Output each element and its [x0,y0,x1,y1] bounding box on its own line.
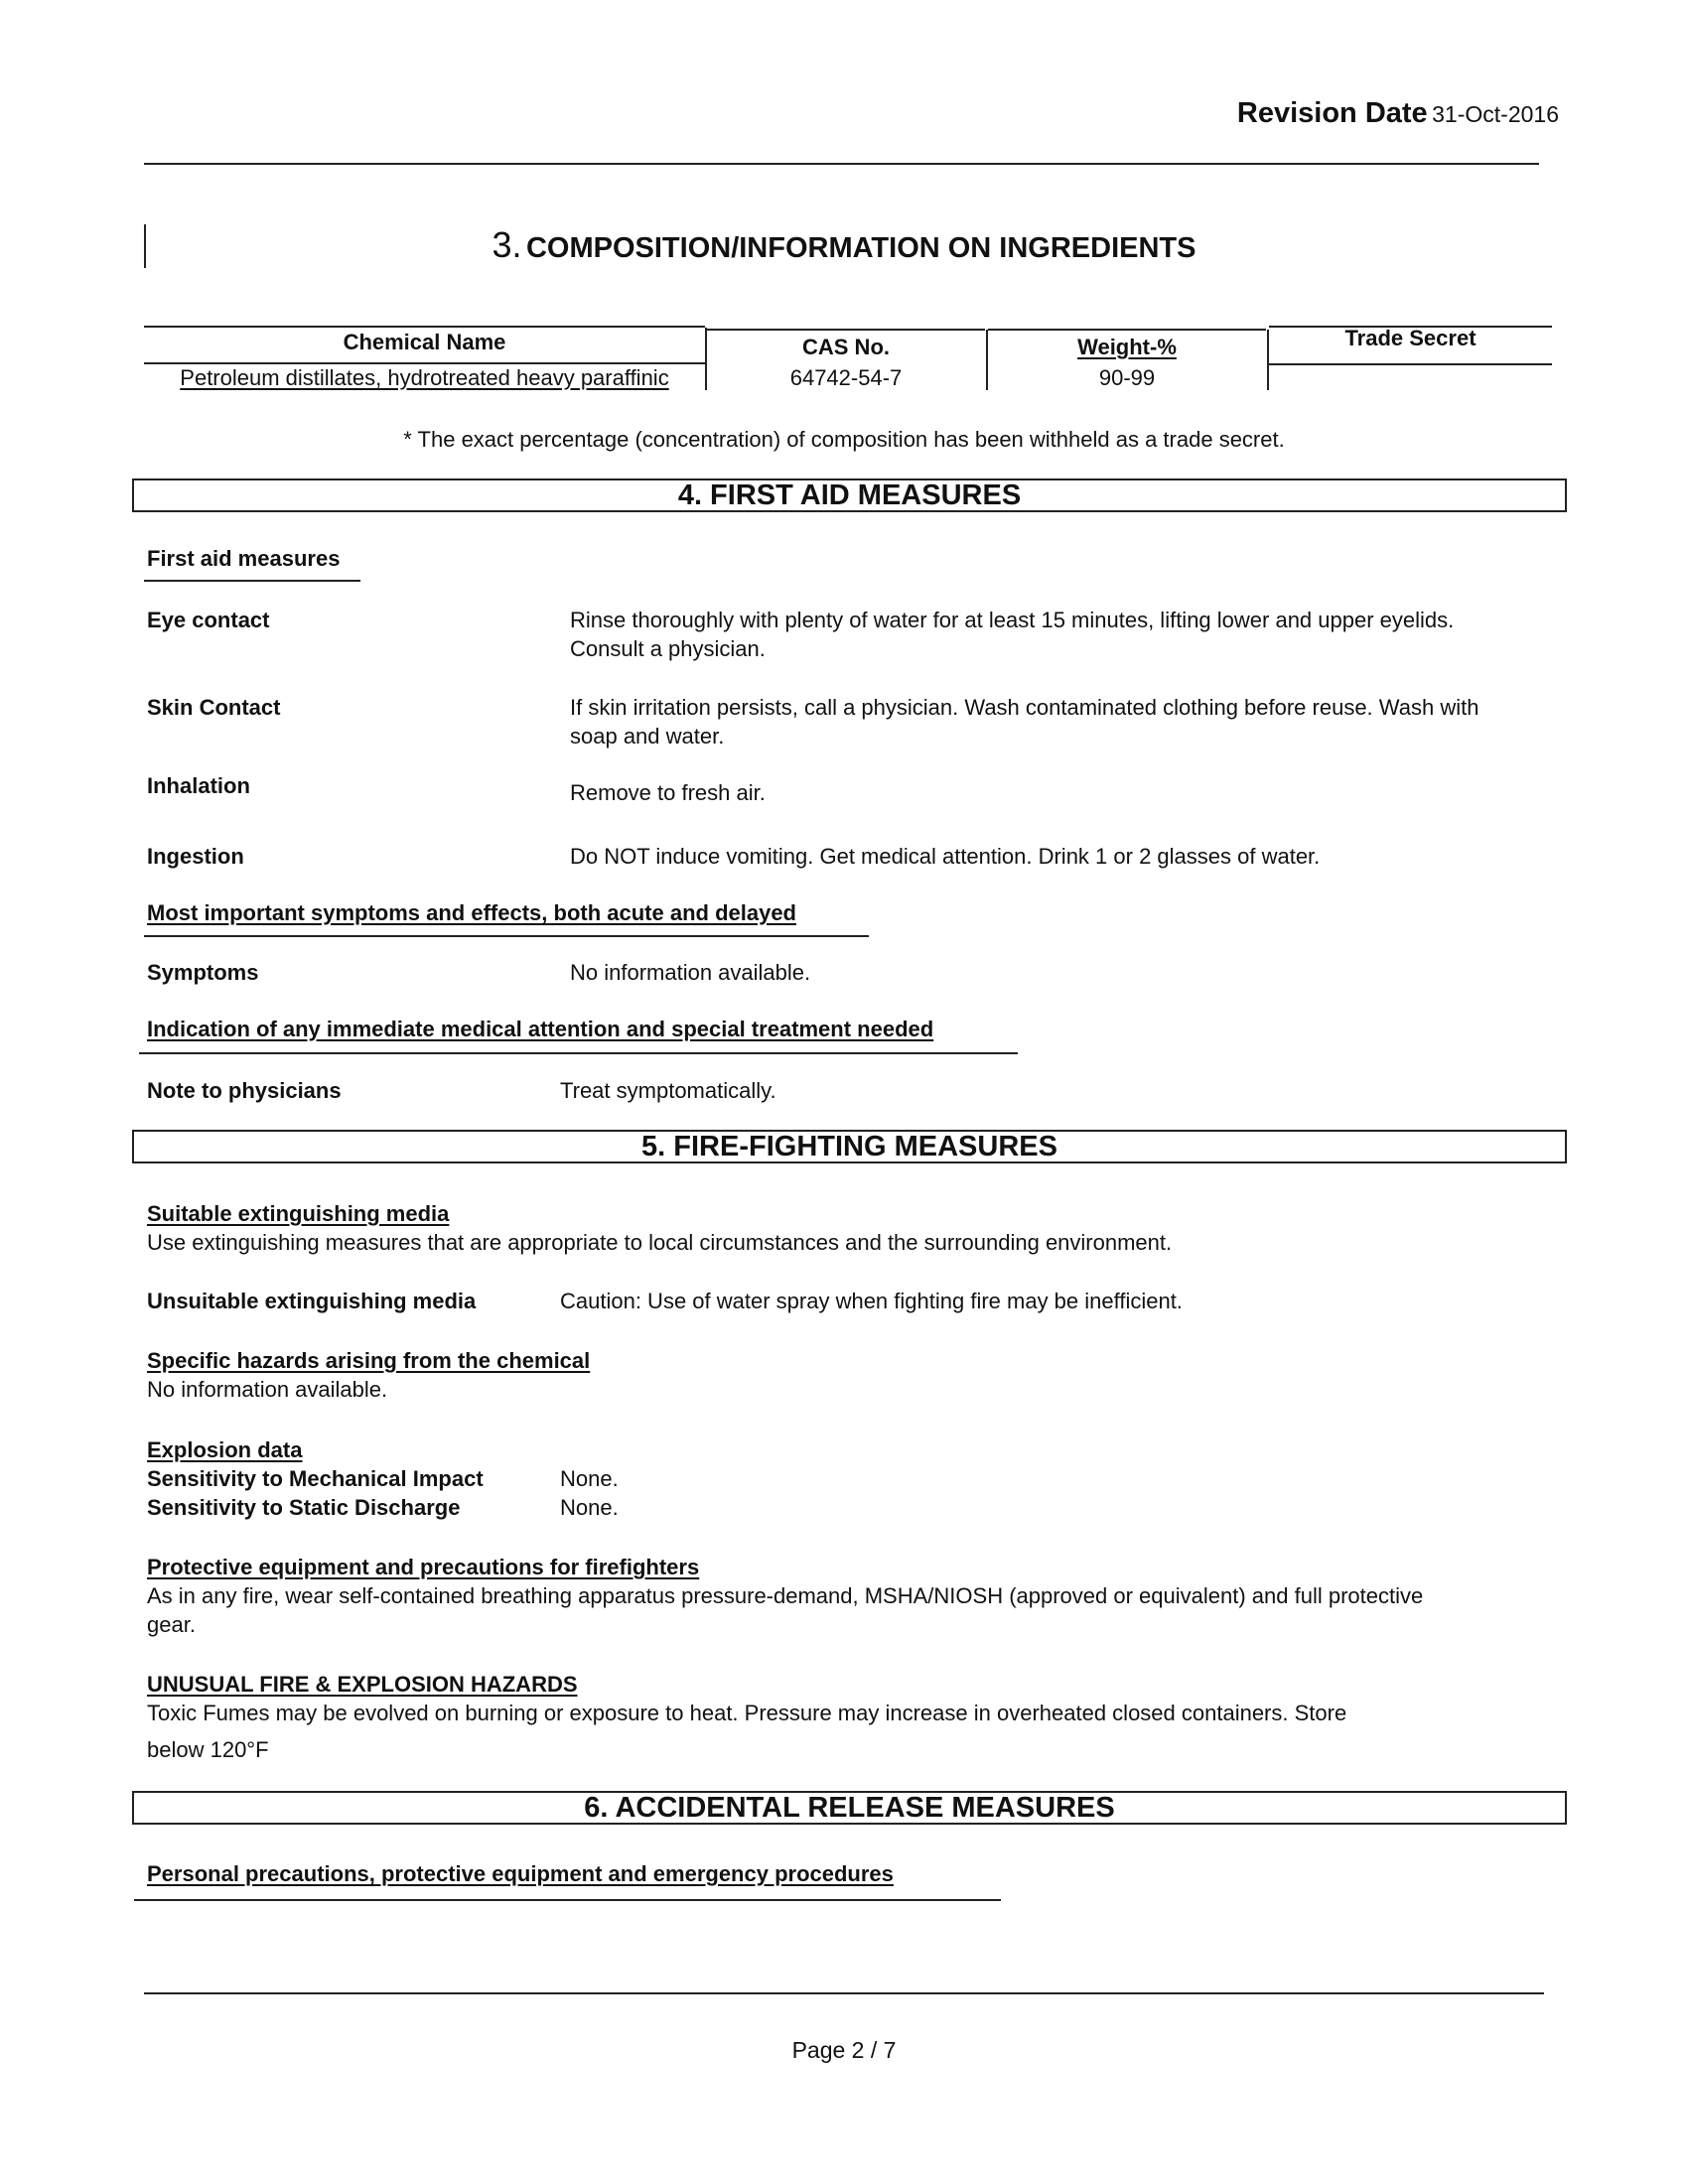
protective-equipment-heading: Protective equipment and precautions for firefighters [147,1555,700,1579]
section-6-title: 6. ACCIDENTAL RELEASE MEASURES [132,1791,1567,1825]
section-5-title: 5. FIRE-FIGHTING MEASURES [132,1130,1567,1163]
section-4-title: 4. FIRST AID MEASURES [132,478,1567,512]
cell-cas-no: 64742-54-7 [789,365,903,390]
symptoms-text: No information available. [570,960,811,985]
first-aid-heading: First aid measures [147,546,341,571]
trade-secret-footnote: * The exact percentage (concentration) of composition has been withheld as a trade secret. [403,427,1285,452]
cell-weight: 90-99 [1098,365,1156,390]
cell-chemical-name: Petroleum distillates, hydrotreated heavy paraffinic [180,365,669,390]
eye-contact-label: Eye contact [147,608,270,632]
ingestion-text: Do NOT induce vomiting. Get medical attention. Drink 1 or 2 glasses of water. [570,844,1321,869]
note-to-physicians-text: Treat symptomatically. [560,1078,776,1103]
skin-contact-text: If skin irritation persists, call a physician. Wash contaminated clothing before reuse. Wash with soap and water. [570,695,1479,749]
footer-rule [144,1992,1544,1994]
header-rule [144,163,1539,165]
static-discharge-value: None. [560,1495,619,1520]
inhalation-text: Remove to fresh air. [570,780,766,805]
specific-hazards-heading: Specific hazards arising from the chemical [147,1348,591,1373]
col-header-weight: Weight-% [1077,335,1177,359]
col-header-trade-secret: Trade Secret [1344,326,1477,350]
section-3-heading [0,224,1688,266]
symptoms-label: Symptoms [147,960,259,985]
section-3-number: 3. [492,224,522,265]
col-header-chemical-name: Chemical Name [343,330,506,354]
note-to-physicians-label: Note to physicians [147,1078,342,1103]
col-header-cas-no: CAS No. [802,335,890,359]
static-discharge-label: Sensitivity to Static Discharge [147,1495,461,1520]
explosion-data-heading: Explosion data [147,1437,303,1462]
specific-hazards-text: No information available. [147,1377,388,1402]
protective-equipment-text: As in any fire, wear self-contained breathing apparatus pressure-demand, MSHA/NIOSH (approved or equivalent) and full protective gear. [147,1583,1424,1637]
symptoms-heading-rule [144,935,869,937]
unsuitable-media-text: Caution: Use of water spray when fighting fire may be inefficient. [560,1289,1183,1313]
revision-date [1237,97,1559,130]
unusual-hazards-text-2: below 120°F [147,1737,269,1762]
unusual-hazards-heading: UNUSUAL FIRE & EXPLOSION HAZARDS [147,1672,578,1697]
indication-heading-rule [139,1052,1018,1054]
revision-date-label: Revision Date [1236,97,1428,129]
section-3-title: COMPOSITION/INFORMATION ON INGREDIENTS [525,232,1196,264]
unusual-hazards-text-1: Toxic Fumes may be evolved on burning or exposure to heat. Pressure may increase in overheated closed containers. Store [147,1701,1347,1725]
personal-precautions-rule [134,1899,1001,1901]
revision-date-value: 31-Oct-2016 [1432,101,1559,127]
symptoms-heading: Most important symptoms and effects, both acute and delayed [147,900,796,925]
suitable-media-text: Use extinguishing measures that are appropriate to local circumstances and the surrounding environment. [147,1230,1173,1255]
skin-contact-label: Skin Contact [147,695,281,720]
first-aid-heading-rule [144,580,360,582]
eye-contact-text: Rinse thoroughly with plenty of water for at least 15 minutes, lifting lower and upper eyelids. Consult a physician. [570,608,1455,661]
ingestion-label: Ingestion [147,844,244,869]
personal-precautions-heading: Personal precautions, protective equipment and emergency procedures [147,1861,894,1886]
suitable-media-heading: Suitable extinguishing media [147,1201,450,1226]
indication-heading: Indication of any immediate medical attention and special treatment needed [147,1017,934,1041]
page-number: Page 2 / 7 [791,2037,897,2063]
unsuitable-media-label: Unsuitable extinguishing media [147,1289,477,1313]
mechanical-impact-label: Sensitivity to Mechanical Impact [147,1466,484,1491]
mechanical-impact-value: None. [560,1466,619,1491]
inhalation-label: Inhalation [147,773,250,798]
